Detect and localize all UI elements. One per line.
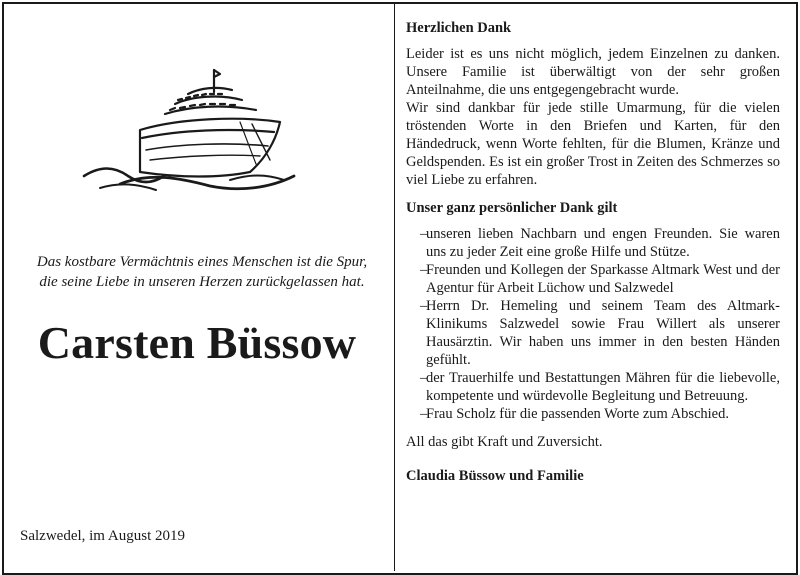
heading-personal-thanks: Unser ganz persönlicher Dank gilt [406,200,618,216]
thanks-column [406,19,780,485]
signature: Claudia Büssow und Familie [406,468,584,484]
quote-line-1: Das kostbare Vermächtnis eines Menschen ist die Spur, [36,254,368,270]
list-item: – Freunden und Kollegen der Sparkasse Altmark West und der Agentur für Arbeit Lüchow und Salzwedel [420,262,780,296]
list-item: – unseren lieben Nachbarn und engen Freunden. Sie waren uns zu jeder Zeit eine große Hilfe und Stütze. [420,226,780,260]
paragraph-1: Leider ist es uns nicht möglich, jedem Einzelnen zu danken. Unsere Familie ist überwältigt von der sehr großen Anteilnahme, die uns entgegengebracht wurde. [406,46,780,98]
column-divider [394,4,395,571]
place-date: Salzwedel, im August 2019 [20,528,185,544]
heading-thanks: Herzlichen Dank [406,20,512,36]
memorial-quote [22,252,382,292]
quote-line-2: die seine Liebe in unseren Herzen zurückgelassen hat. [39,274,365,290]
deceased-name: Carsten Büssow [37,317,357,368]
paragraph-2: Wir sind dankbar für jede stille Umarmung, für die vielen tröstenden Worte in den Briefen und Karten, für den Händedruck, wenn Worte fehlten, für die Blumen, Kränze und Geldspenden. Es ist ein großer Trost in Zeiten des Schmerzes so viel Liebe zu erfahren. [406,100,780,188]
ship-icon [80,60,300,200]
list-item: – Frau Scholz für die passenden Worte zum Abschied. [420,406,729,422]
list-item: – der Trauerhilfe und Bestattungen Mähren für die liebevolle, kompetente und würdevolle Begleitung und Betreuung. [420,370,780,404]
thanks-list [406,225,780,423]
closing-line: All das gibt Kraft und Zuversicht. [406,434,603,450]
list-item: – Herrn Dr. Hemeling und seinem Team des Altmark-Klinikums Salzwedel sowie Frau Willert als unserer Hausärztin. Wir haben uns immer in den besten Händen gefühlt. [420,298,780,368]
